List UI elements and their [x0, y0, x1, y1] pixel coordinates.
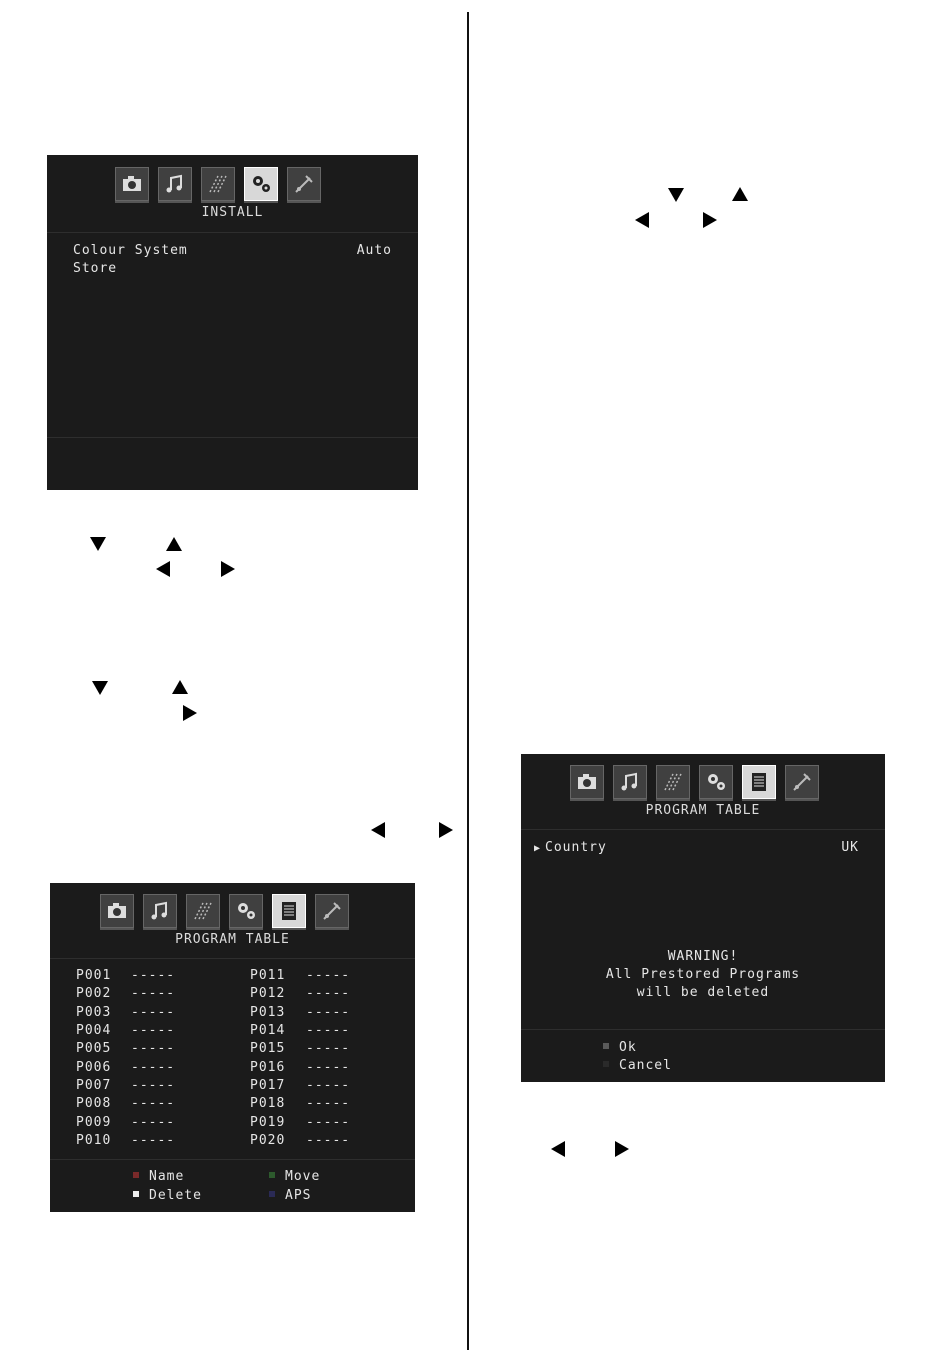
- program-name[interactable]: -----: [131, 1060, 176, 1075]
- program-name[interactable]: -----: [306, 1023, 351, 1038]
- down-arrow-icon: [90, 537, 106, 551]
- source-icon[interactable]: [785, 765, 819, 799]
- program-name[interactable]: -----: [306, 1096, 351, 1111]
- program-name[interactable]: -----: [306, 1133, 351, 1148]
- cancel-option[interactable]: [603, 1058, 672, 1073]
- aps-warning-screen: [521, 754, 885, 1082]
- program-name[interactable]: -----: [131, 968, 176, 983]
- feature-icon[interactable]: [656, 765, 690, 799]
- program-table-icon-bar: [100, 894, 349, 928]
- program-name[interactable]: -----: [306, 968, 351, 983]
- program-number[interactable]: P010: [76, 1133, 112, 1148]
- up-arrow-icon: [166, 537, 182, 551]
- program-name[interactable]: -----: [131, 1115, 176, 1130]
- menu-title: INSTALL: [201, 205, 264, 220]
- feature-icon[interactable]: [186, 894, 220, 928]
- program-number[interactable]: P003: [76, 1005, 112, 1020]
- program-number[interactable]: P014: [250, 1023, 286, 1038]
- program-name[interactable]: -----: [306, 1060, 351, 1075]
- program-number[interactable]: P005: [76, 1041, 112, 1056]
- program-table-icon[interactable]: [272, 894, 306, 928]
- right-arrow-icon: [439, 822, 453, 838]
- program-name[interactable]: -----: [131, 1023, 176, 1038]
- aps-label: APS: [285, 1188, 312, 1203]
- install-icon[interactable]: [244, 167, 278, 201]
- install-icon[interactable]: [229, 894, 263, 928]
- program-name[interactable]: -----: [306, 1041, 351, 1056]
- colour-system-value[interactable]: Auto: [356, 243, 392, 258]
- feature-icon[interactable]: [201, 167, 235, 201]
- program-name[interactable]: -----: [131, 986, 176, 1001]
- down-arrow-icon: [668, 188, 684, 202]
- colour-system-label[interactable]: Colour System: [73, 243, 188, 258]
- program-number[interactable]: P020: [250, 1133, 286, 1148]
- move-label: Move: [285, 1169, 321, 1184]
- program-number[interactable]: P004: [76, 1023, 112, 1038]
- install-menu-screen: [47, 155, 418, 490]
- store-label[interactable]: Store: [73, 261, 118, 276]
- program-number[interactable]: P017: [250, 1078, 286, 1093]
- right-arrow-icon: [221, 561, 235, 577]
- selection-pointer-icon: ▶: [534, 843, 542, 854]
- program-name[interactable]: -----: [131, 1096, 176, 1111]
- program-number[interactable]: P012: [250, 986, 286, 1001]
- menu-title: PROGRAM TABLE: [645, 803, 761, 818]
- delete-key-hint[interactable]: [133, 1188, 202, 1203]
- left-arrow-icon: [156, 561, 170, 577]
- install-icon-bar: [115, 167, 321, 201]
- left-arrow-icon: [635, 212, 649, 228]
- up-arrow-icon: [172, 680, 188, 694]
- program-name[interactable]: -----: [131, 1005, 176, 1020]
- program-number[interactable]: P007: [76, 1078, 112, 1093]
- right-arrow-icon: [183, 705, 197, 721]
- footer-separator: [47, 437, 418, 438]
- program-name[interactable]: -----: [306, 1078, 351, 1093]
- header-separator: [47, 232, 418, 233]
- ok-option[interactable]: [603, 1040, 637, 1055]
- move-key-hint[interactable]: [269, 1169, 320, 1184]
- program-name[interactable]: -----: [306, 1115, 351, 1130]
- delete-label: Delete: [149, 1188, 202, 1203]
- ok-label: Ok: [619, 1040, 637, 1055]
- program-name[interactable]: -----: [131, 1133, 176, 1148]
- warning-line-1: All Prestored Programs: [605, 967, 801, 982]
- sound-icon[interactable]: [143, 894, 177, 928]
- warning-title: WARNING!: [667, 949, 739, 964]
- program-number[interactable]: P016: [250, 1060, 286, 1075]
- warning-line-2: will be deleted: [636, 985, 770, 1000]
- source-icon[interactable]: [315, 894, 349, 928]
- country-row[interactable]: [534, 840, 607, 855]
- program-name[interactable]: -----: [306, 1005, 351, 1020]
- red-key-icon: [603, 1061, 609, 1067]
- picture-icon[interactable]: [570, 765, 604, 799]
- program-number[interactable]: P019: [250, 1115, 286, 1130]
- install-icon[interactable]: [699, 765, 733, 799]
- sound-icon[interactable]: [613, 765, 647, 799]
- program-table-icon[interactable]: [742, 765, 776, 799]
- footer-separator: [521, 1029, 885, 1030]
- left-arrow-icon: [551, 1141, 565, 1157]
- program-number[interactable]: P018: [250, 1096, 286, 1111]
- program-name[interactable]: -----: [131, 1078, 176, 1093]
- blue-key-icon: [269, 1191, 275, 1197]
- picture-icon[interactable]: [100, 894, 134, 928]
- down-arrow-icon: [92, 681, 108, 695]
- right-arrow-icon: [703, 212, 717, 228]
- header-separator: [50, 958, 415, 959]
- up-arrow-icon: [732, 187, 748, 201]
- left-arrow-icon: [371, 822, 385, 838]
- program-number[interactable]: P015: [250, 1041, 286, 1056]
- green-key-icon: [269, 1172, 275, 1178]
- country-value[interactable]: UK: [841, 840, 859, 855]
- red-key-icon: [133, 1172, 139, 1178]
- program-number[interactable]: P009: [76, 1115, 112, 1130]
- program-number[interactable]: P002: [76, 986, 112, 1001]
- program-number[interactable]: P001: [76, 968, 112, 983]
- program-table-screen: [50, 883, 415, 1212]
- program-number[interactable]: P008: [76, 1096, 112, 1111]
- program-name[interactable]: -----: [131, 1041, 176, 1056]
- menu-title: PROGRAM TABLE: [175, 932, 290, 947]
- cancel-label: Cancel: [619, 1058, 672, 1073]
- source-icon[interactable]: [287, 167, 321, 201]
- header-separator: [521, 829, 885, 830]
- aps-key-hint[interactable]: [269, 1188, 311, 1203]
- name-label: Name: [149, 1169, 185, 1184]
- yellow-key-icon: [133, 1191, 139, 1197]
- aps-icon-bar: [570, 765, 819, 799]
- program-number[interactable]: P011: [250, 968, 286, 983]
- green-key-icon: [603, 1043, 609, 1049]
- program-number[interactable]: P013: [250, 1005, 286, 1020]
- program-number[interactable]: P006: [76, 1060, 112, 1075]
- sound-icon[interactable]: [158, 167, 192, 201]
- right-arrow-icon: [615, 1141, 629, 1157]
- footer-separator: [50, 1159, 415, 1160]
- country-label: Country: [545, 840, 607, 855]
- name-key-hint[interactable]: [133, 1169, 184, 1184]
- column-divider: [467, 12, 469, 1350]
- program-name[interactable]: -----: [306, 986, 351, 1001]
- picture-icon[interactable]: [115, 167, 149, 201]
